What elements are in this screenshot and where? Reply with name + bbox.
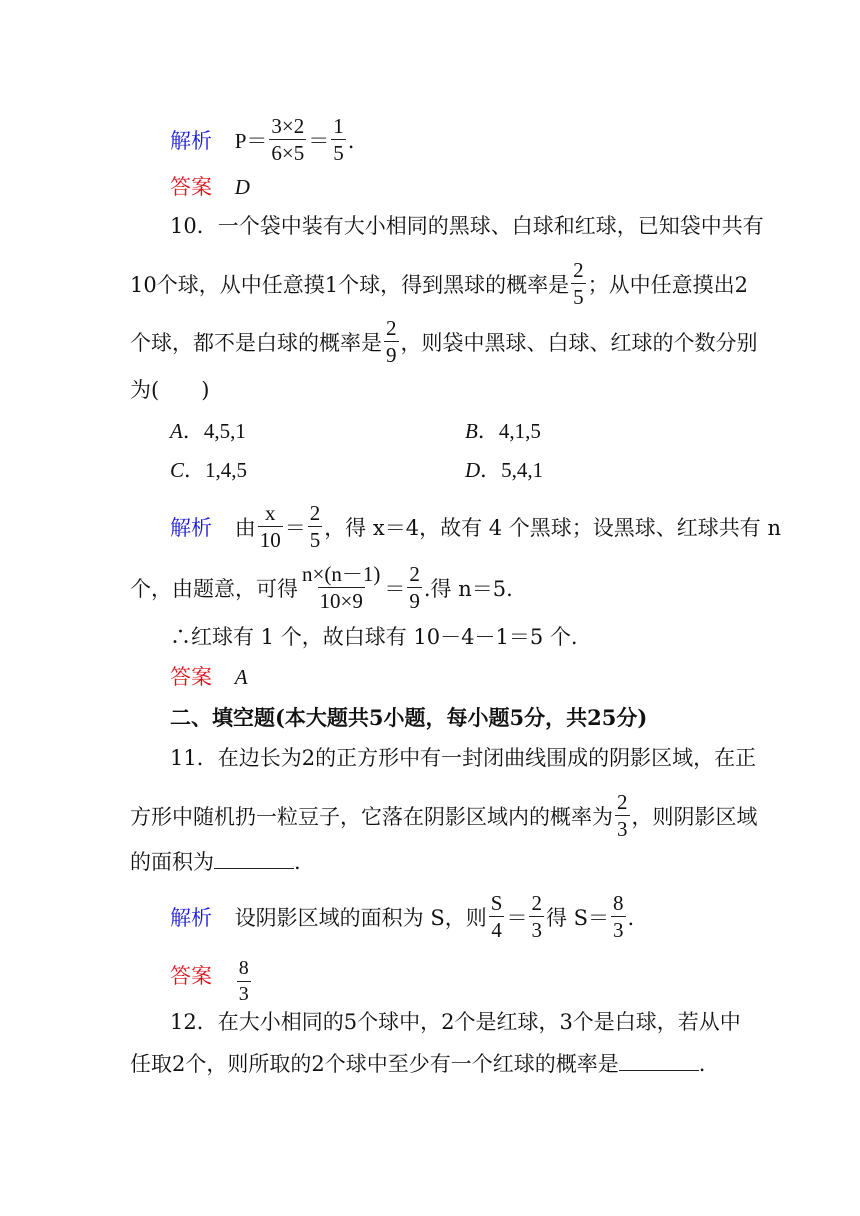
q9-analysis-line: 解析 P＝ $\frac{3\times 2}{6\times 5}$ ＝ $\frac{1}{5}$ . bbox=[170, 114, 355, 166]
q11-stem-line-1: 11．在边长为2的正方形中有一封闭曲线围成的阴影区域，在正 bbox=[170, 746, 757, 770]
q10-option-d: D．5,4,1 bbox=[465, 458, 544, 482]
q12-stem-line-2: 任取2个，则所取的2个球中至少有一个红球的概率是 . bbox=[130, 1052, 706, 1076]
q11-answer-fraction: $\frac{8}{3}$ bbox=[238, 957, 249, 1005]
q10-analysis-fraction-3: $\frac{n\times(n-1)}{10\times 9}$ bbox=[302, 562, 381, 614]
answer-label: 答案 bbox=[170, 175, 212, 199]
section-heading-fill-in: 二、填空题(本大题共5小题，每小题5分，共25分) bbox=[170, 705, 648, 730]
q11-answer-blank bbox=[214, 850, 294, 869]
q11-analysis-line: 解析 设阴影区域的面积为 S，则 $\frac{S}{4}$ ＝ $\frac{2}{3}$ 得 S＝ $\frac{8}{3}$ . bbox=[170, 891, 635, 943]
q10-option-b: B．4,1,5 bbox=[465, 419, 541, 443]
q10-stem-line-3: 个球，都不是白球的概率是 $\frac{2}{9}$ ，则袋中黑球、白球、红球的个数分别 bbox=[130, 316, 758, 368]
q9-answer-line bbox=[170, 177, 250, 198]
q11-fraction: $\frac{2}{3}$ bbox=[617, 790, 628, 842]
q10-analysis-line-3: ∴红球有 1 个，故白球有 10－4－1＝5 个. bbox=[170, 625, 578, 649]
q10-fraction-a: $\frac{2}{5}$ bbox=[573, 258, 584, 310]
q10-option-a: A．4,5,1 bbox=[170, 419, 246, 443]
q10-answer-line bbox=[170, 667, 248, 688]
q9-answer-value: D bbox=[234, 175, 250, 199]
answer-label: 答案 bbox=[170, 665, 212, 689]
analysis-label: 解析 bbox=[170, 129, 212, 154]
q10-stem-line-4: 为( ) bbox=[130, 378, 210, 402]
q10-option-c: C．1,4,5 bbox=[170, 458, 248, 482]
q10-answer-value: A bbox=[234, 665, 248, 689]
q9-fraction-1: $\frac{3\times 2}{6\times 5}$ bbox=[271, 114, 305, 166]
q10-analysis-fraction-2: $\frac{2}{5}$ bbox=[309, 501, 321, 553]
q9-analysis-prefix: P＝ bbox=[234, 129, 268, 154]
q12-stem-line-1: 12．在大小相同的5个球中，2个是红球，3个是白球，若从中 bbox=[170, 1010, 741, 1034]
q10-fraction-b: $\frac{2}{9}$ bbox=[386, 316, 397, 368]
q11-analysis-fraction-1: $\frac{S}{4}$ bbox=[490, 891, 503, 943]
answer-label: 答案 bbox=[170, 964, 212, 988]
q11-stem-line-2: 方形中随机扔一粒豆子，它落在阴影区域内的概率为 $\frac{2}{3}$ ，则阴影区域 bbox=[130, 790, 758, 842]
q11-analysis-fraction-3: $\frac{8}{3}$ bbox=[613, 891, 624, 943]
analysis-label: 解析 bbox=[170, 906, 212, 931]
q12-answer-blank bbox=[619, 1052, 699, 1071]
analysis-label: 解析 bbox=[170, 516, 212, 541]
q11-stem-line-3: 的面积为 . bbox=[130, 850, 301, 874]
q10-stem-line-1: 10．一个袋中装有大小相同的黑球、白球和红球，已知袋中共有 bbox=[170, 214, 764, 238]
q11-analysis-fraction-2: $\frac{2}{3}$ bbox=[531, 891, 542, 943]
q9-fraction-2: $\frac{1}{5}$ bbox=[333, 114, 344, 166]
q11-answer-line bbox=[170, 954, 253, 1005]
q10-analysis-fraction-1: $\frac{x}{10}$ bbox=[259, 501, 281, 553]
q10-stem-line-2: 10个球，从中任意摸1个球，得到黑球的概率是 $\frac{2}{5}$ ；从中任意摸出2 bbox=[130, 258, 748, 310]
q10-analysis-fraction-4: $\frac{2}{9}$ bbox=[409, 562, 420, 614]
q10-analysis-line-2: 个，由题意，可得 $\frac{n\times(n-1)}{10\times 9}$ ＝ $\frac{2}{9}$ .得 n＝5. bbox=[130, 562, 513, 614]
q10-analysis-line-1: 解析 由 $\frac{x}{10}$ ＝ $\frac{2}{5}$ ，得 x＝4，故有 4 个黑球；设黑球、红球共有 n bbox=[170, 501, 781, 553]
